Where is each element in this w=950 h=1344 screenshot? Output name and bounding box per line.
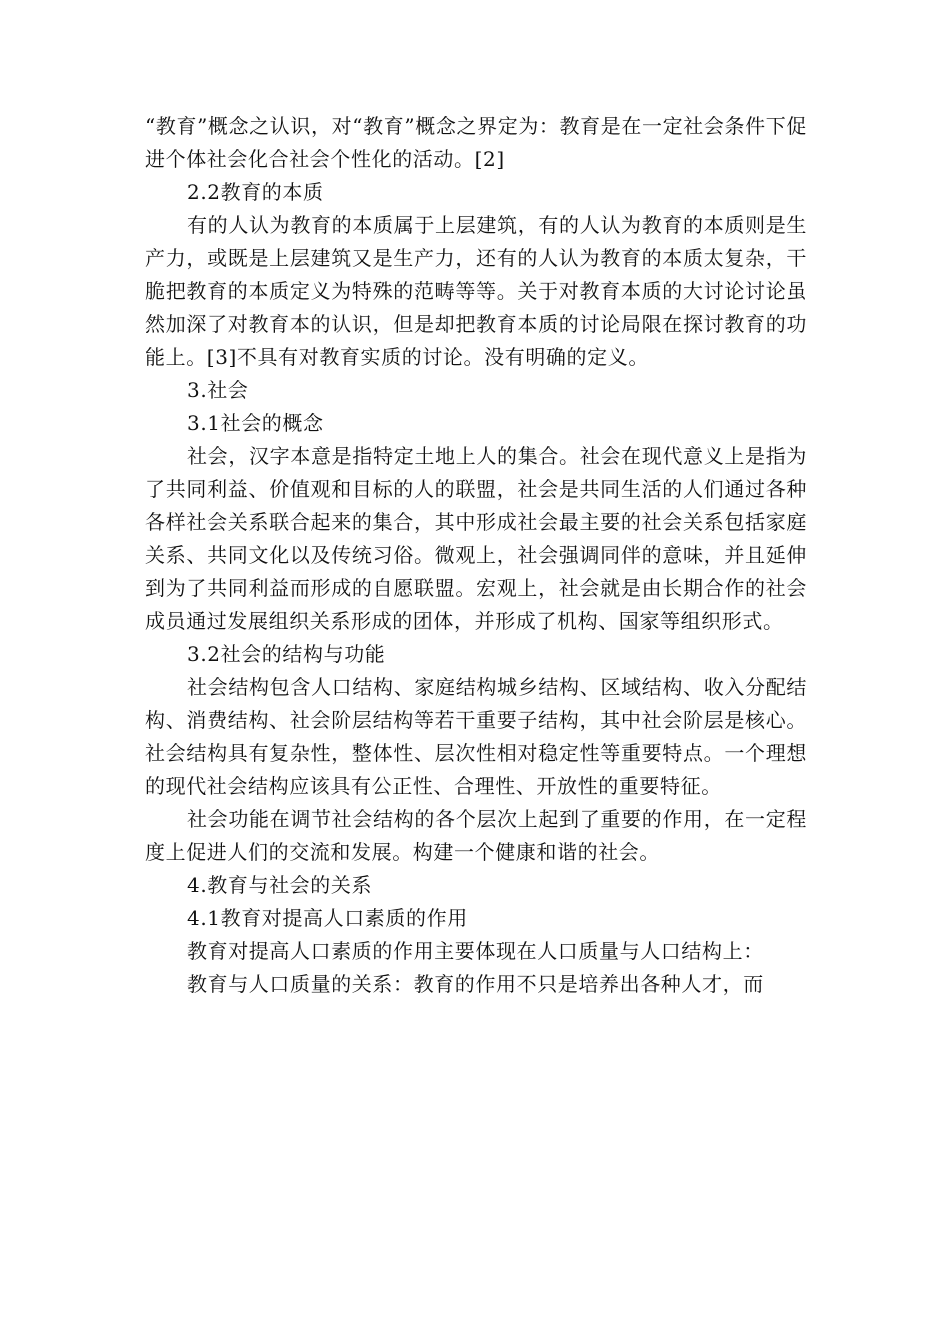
heading-3-society: 3.社会	[187, 378, 249, 402]
heading-4-education-society-relation: 4.教育与社会的关系	[187, 873, 373, 897]
heading-2-2-education-nature: 2.2教育的本质	[187, 180, 324, 204]
paragraph-society-concept: 社会，汉字本意是指特定土地上人的集合。社会在现代意义上是指为了共同利益、价值观和目标的人的联盟，社会是共同生活的人们通过各种各样社会关系联合起来的集合，其中形成社会最主要的社会关系包括家庭关系、共同文化以及传统习俗。微观上，社会强调同伴的意味，并且延伸到为了共同利益而形成的自愿联盟。宏观上，社会就是由长期合作的社会成员通过发展组织关系形成的团体，并形成了机构、国家等组织形式。	[145, 444, 807, 633]
paragraph-education-nature: 有的人认为教育的本质属于上层建筑，有的人认为教育的本质则是生产力，或既是上层建筑又是生产力，还有的人认为教育的本质太复杂，干脆把教育的本质定义为特殊的范畴等等。关于对教育本质的大讨论讨论虽然加深了对教育本的认识，但是却把教育本质的讨论局限在探讨教育的功能上。[3]不具有对教育实质的讨论。没有明确的定义。	[145, 213, 807, 369]
heading-4-1-education-population-quality: 4.1教育对提高人口素质的作用	[187, 906, 468, 930]
paragraph-society-function: 社会功能在调节社会结构的各个层次上起到了重要的作用，在一定程度上促进人们的交流和发展。构建一个健康和谐的社会。	[145, 807, 807, 864]
heading-3-2-society-structure-function: 3.2社会的结构与功能	[187, 642, 386, 666]
paragraph-society-structure: 社会结构包含人口结构、家庭结构城乡结构、区域结构、收入分配结构、消费结构、社会阶层结构等若干重要子结构，其中社会阶层是核心。社会结构具有复杂性，整体性、层次性相对稳定性等重要特点。一个理想的现代社会结构应该具有公正性、合理性、开放性的重要特征。	[145, 675, 807, 798]
paragraph-population-quality-intro: 教育对提高人口素质的作用主要体现在人口质量与人口结构上：	[187, 939, 764, 963]
paragraph-education-definition: “教育”概念之认识，对“教育”概念之界定为：教育是在一定社会条件下促进个体社会化合社会个性化的活动。[2]	[145, 114, 807, 171]
heading-3-1-society-concept: 3.1社会的概念	[187, 411, 324, 435]
document-body	[145, 110, 807, 1001]
paragraph-population-quality-relation: 教育与人口质量的关系：教育的作用不只是培养出各种人才，而	[187, 972, 764, 996]
